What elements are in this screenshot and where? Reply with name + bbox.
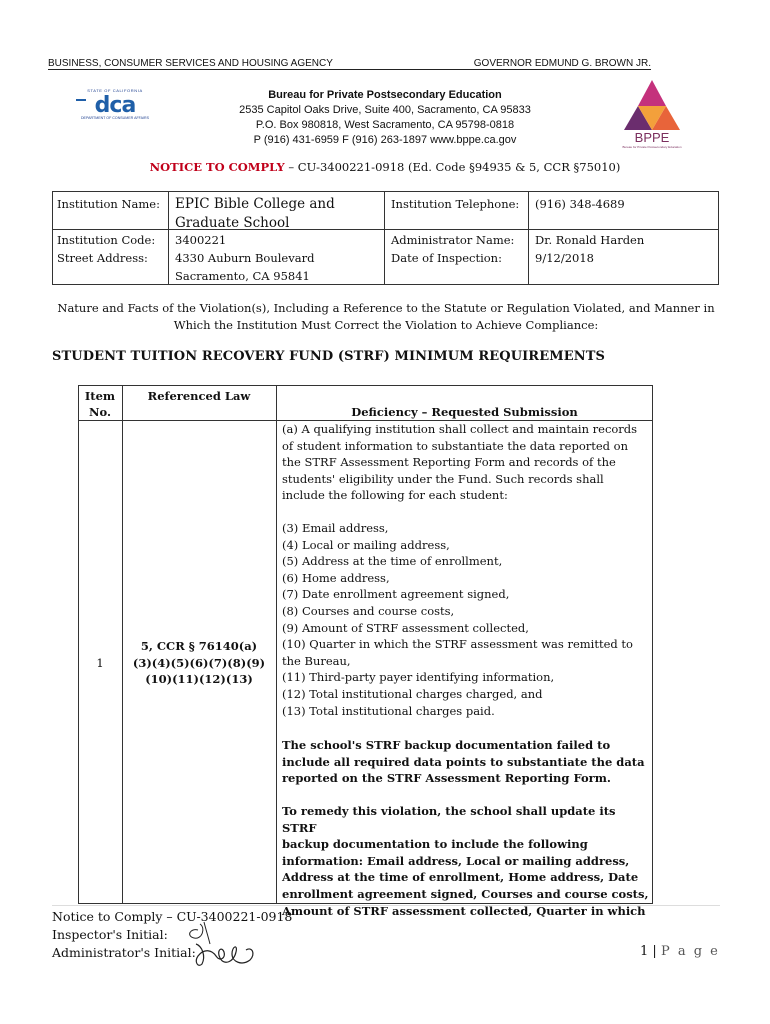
administrator-label: Administrator Name:: [391, 233, 515, 247]
administrator-initial-label: Administrator's Initial:: [52, 945, 196, 960]
list-item: (12) Total institutional charges charged, and: [282, 686, 543, 701]
intro-line: the STRF Assessment Reporting Form and records of the: [282, 455, 616, 470]
section-title: STUDENT TUITION RECOVERY FUND (STRF) MINIMUM REQUIREMENTS: [52, 349, 605, 364]
street-address-line1: 4330 Auburn Boulevard: [175, 251, 315, 265]
required-data-list: [282, 520, 650, 719]
nature-line2: Which the Institution Must Correct the Violation to Achieve Compliance:: [173, 318, 599, 332]
notice-label: NOTICE TO COMPLY: [149, 160, 285, 174]
bppe-logo-letters: BPPE: [634, 130, 670, 145]
list-item: (11) Third-party payer identifying information,: [282, 670, 555, 685]
list-item: (13) Total institutional charges paid.: [282, 703, 495, 718]
bureau-po-box: P.O. Box 980818, West Sacramento, CA 95798-0818: [255, 119, 515, 131]
header-item-no: [78, 388, 122, 420]
institution-name-line2: Graduate School: [175, 215, 290, 231]
list-item: (5) Address at the time of enrollment,: [282, 554, 503, 569]
governor-name: GOVERNOR EDMUND G. BROWN JR.: [473, 58, 651, 69]
law-line2: (3)(4)(5)(6)(7)(8)(9): [132, 655, 266, 670]
bureau-address-block: [150, 88, 620, 148]
dca-logo-bottom-text: DEPARTMENT OF CONSUMER AFFAIRS: [80, 116, 150, 120]
notice-line: [60, 160, 710, 174]
law-line1: 5, CCR § 76140(a): [140, 639, 258, 653]
institution-code-label: Institution Code:: [57, 233, 156, 247]
page-number-value: 1: [640, 944, 649, 959]
dca-logo: [70, 88, 160, 122]
list-item: (4) Local or mailing address,: [282, 537, 450, 552]
intro-line: of student information to substantiate the data reported on: [282, 438, 629, 453]
inspection-date: 9/12/2018: [535, 251, 594, 265]
agency-name: BUSINESS, CONSUMER SERVICES AND HOUSING AGENCY: [48, 58, 333, 69]
agency-header: [48, 58, 651, 70]
remedy-line: Address at the time of enrollment, Home address, Date: [282, 870, 639, 885]
footer-rule: [52, 905, 720, 906]
inspection-date-label: Date of Inspection:: [391, 251, 502, 265]
administrator-name: Dr. Ronald Harden: [535, 233, 645, 247]
institution-name-line1: EPIC Bible College and: [175, 196, 335, 212]
list-item: (3) Email address,: [282, 521, 389, 535]
institution-name: [175, 195, 335, 233]
bureau-contact: P (916) 431-6959 F (916) 263-1897 www.bppe.ca.gov: [253, 134, 517, 146]
list-item: (10) Quarter in which the STRF assessment was remitted to: [282, 637, 633, 652]
finding-statement: [282, 737, 650, 787]
bppe-logo-caption: Bureau for Private Postsecondary Education: [622, 145, 682, 149]
handwritten-initials-signature: [176, 916, 276, 972]
institution-name-label: Institution Name:: [57, 197, 160, 211]
header-deficiency: Deficiency – Requested Submission: [351, 405, 578, 419]
grid-line: [528, 191, 529, 285]
bureau-street: 2535 Capitol Oaks Drive, Suite 400, Sacramento, CA 95833: [239, 104, 531, 116]
remedy-statement: [282, 803, 650, 919]
institution-telephone: (916) 348-4689: [535, 197, 625, 211]
inspector-initial-label: Inspector's Initial:: [52, 927, 168, 942]
remedy-line: information: Email address, Local or mailing address,: [282, 853, 630, 868]
intro-line: students' eligibility under the Fund. Such records shall: [282, 471, 604, 486]
list-item: (7) Date enrollment agreement signed,: [282, 587, 510, 602]
bureau-name: Bureau for Private Postsecondary Education: [268, 89, 502, 101]
street-address: [175, 249, 314, 285]
law-line3: (10)(11)(12)(13): [145, 672, 253, 687]
row-referenced-law: [122, 638, 276, 688]
institution-code: 3400221: [175, 233, 227, 247]
finding-line: The school's STRF backup documentation failed to: [282, 738, 611, 752]
deficiency-intro: [282, 421, 650, 504]
remedy-line: enrollment agreement signed, Courses and course costs,: [282, 886, 649, 901]
table-column-line: [276, 385, 277, 904]
remedy-line: backup documentation to include the following: [282, 837, 588, 852]
intro-line: include the following for each student:: [282, 488, 508, 503]
finding-line: include all required data points to substantiate the data: [282, 754, 645, 769]
list-item: the Bureau,: [282, 653, 351, 668]
grid-line: [168, 191, 169, 285]
bppe-logo: [614, 78, 690, 150]
header-item-line1: Item: [84, 389, 116, 403]
remedy-line: Amount of STRF assessment collected, Quarter in which: [282, 903, 646, 918]
dca-logo-top-text: STATE OF CALIFORNIA: [87, 88, 143, 93]
grid-line: [52, 229, 719, 230]
header-rule: [48, 69, 651, 70]
street-address-line2: Sacramento, CA 95841: [175, 269, 310, 283]
nature-of-violation-text: [52, 300, 720, 334]
footer-notice-ref: Notice to Comply – CU-3400221-0918: [52, 909, 293, 924]
intro-line: (a) A qualifying institution shall collect and maintain records: [282, 422, 638, 436]
dca-logo-letters: dca: [94, 93, 136, 118]
grid-line: [384, 191, 385, 285]
list-item: (8) Courses and course costs,: [282, 603, 455, 618]
telephone-label: Institution Telephone:: [391, 197, 520, 211]
page-number: [640, 944, 720, 959]
page-label: P a g e: [660, 944, 720, 959]
header-item-line2: No.: [89, 405, 111, 419]
notice-reference: – CU-3400221-0918 (Ed. Code §94935 & 5, CCR §75010): [284, 160, 621, 174]
finding-line: reported on the STRF Assessment Reporting Form.: [282, 771, 611, 786]
row-item-number: 1: [96, 656, 104, 670]
list-item: (6) Home address,: [282, 570, 390, 585]
street-address-label: Street Address:: [57, 251, 148, 265]
remedy-line: To remedy this violation, the school shall update its STRF: [282, 804, 616, 835]
header-referenced-law: Referenced Law: [147, 389, 251, 403]
list-item: (9) Amount of STRF assessment collected,: [282, 620, 529, 635]
nature-line1: Nature and Facts of the Violation(s), Including a Reference to the Statute or Regulation Violated, and Manner in: [57, 301, 715, 315]
page-separator: |: [652, 944, 657, 959]
